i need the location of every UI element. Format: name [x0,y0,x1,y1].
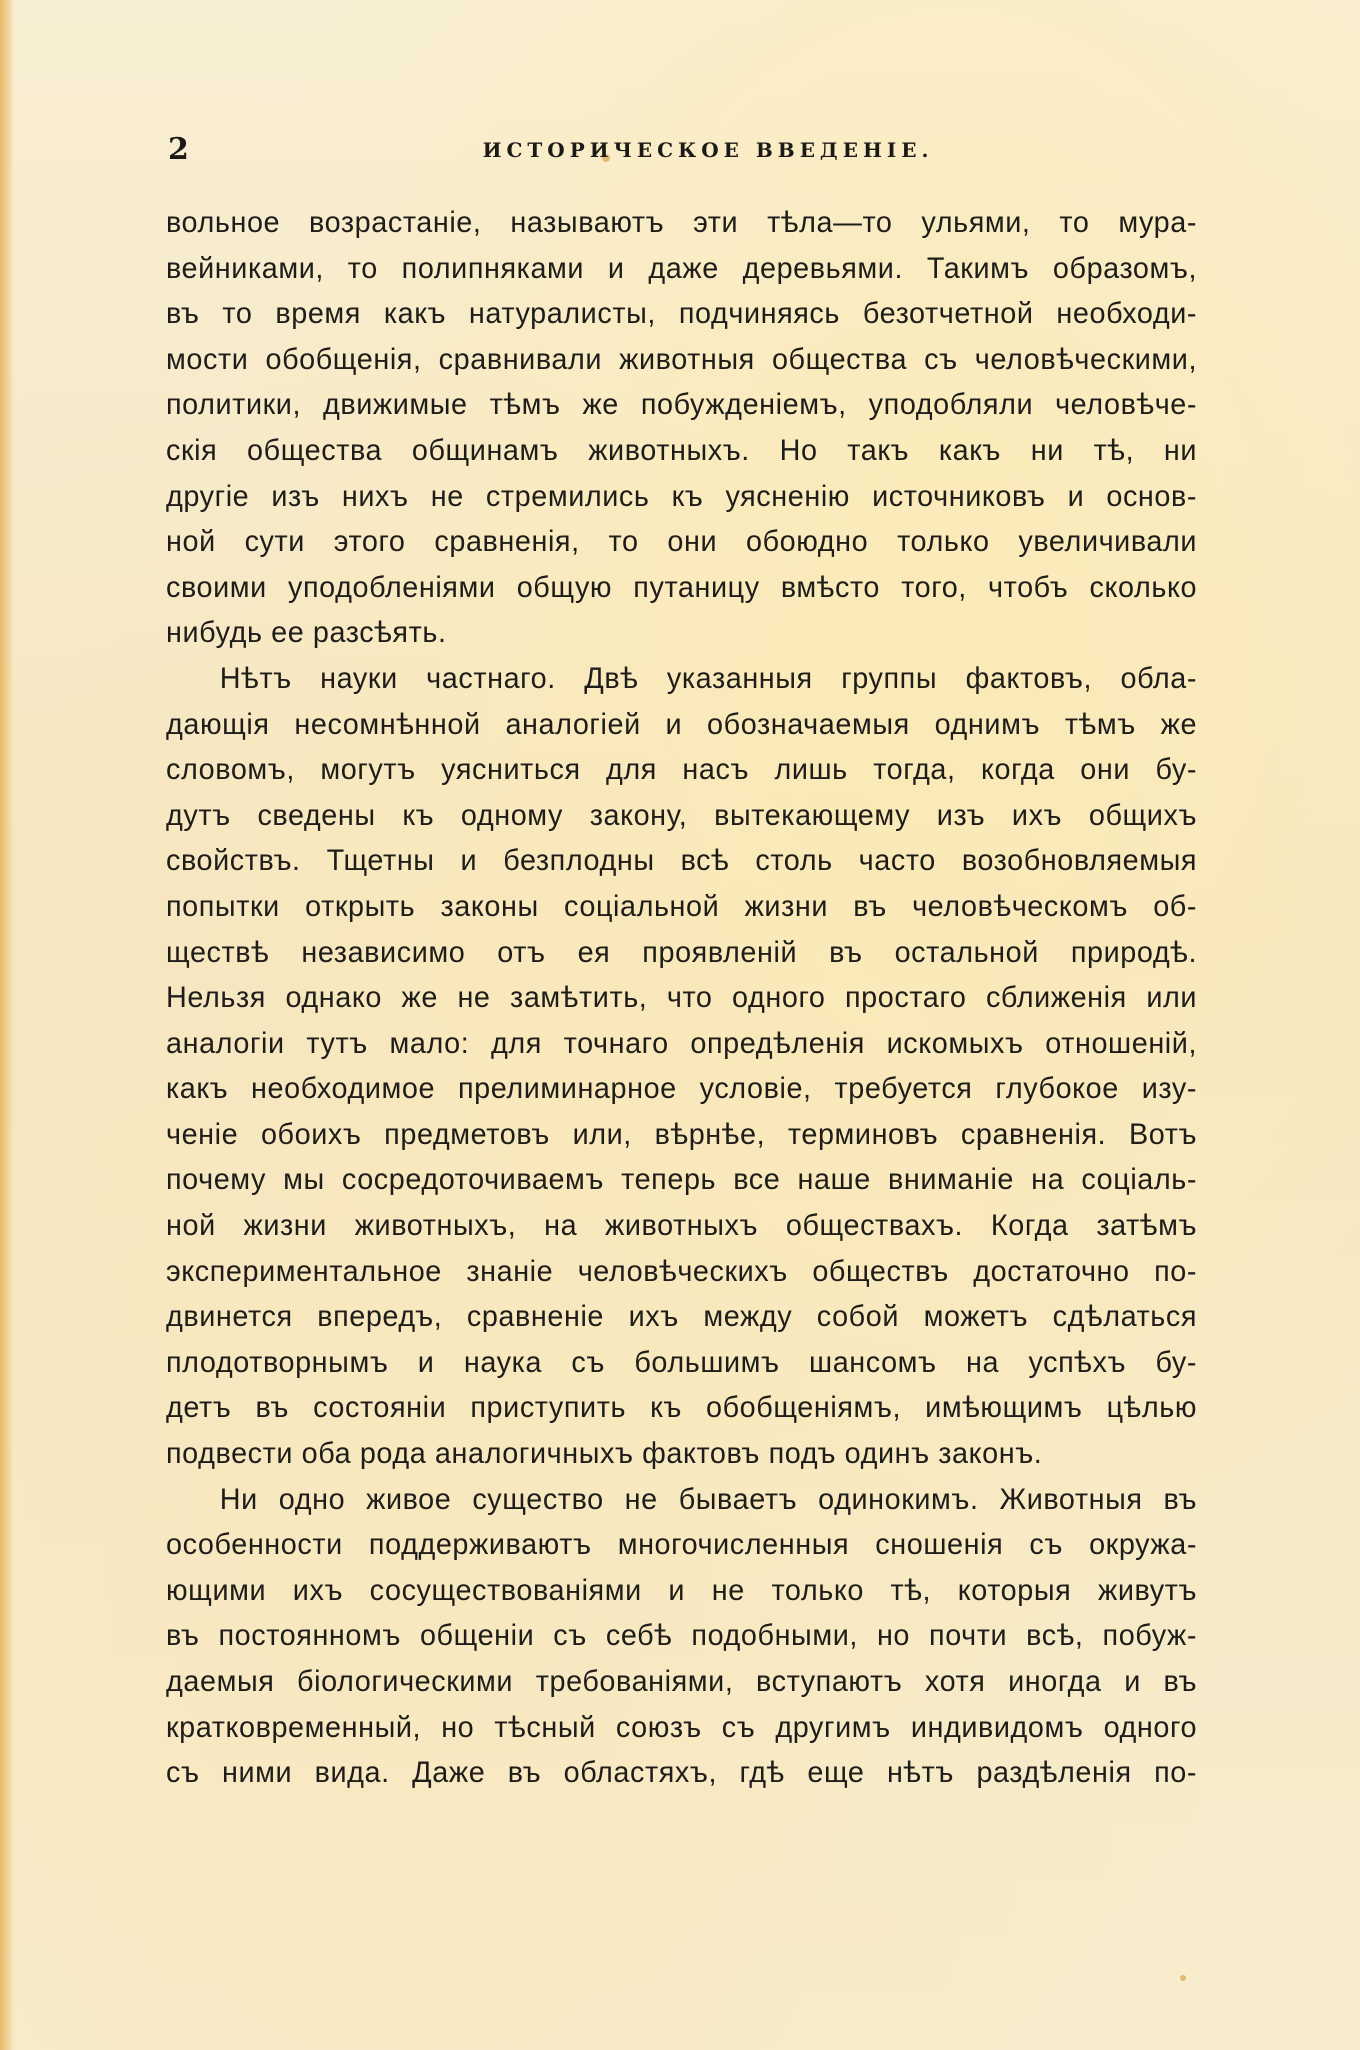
text-line: своими уподобленіями общую путаницу вмѣсто того, чтобъ сколько [166,570,1198,604]
paragraph-2 [166,656,1197,1477]
text-line: ной жизни животныхъ, на животныхъ обществахъ. Когда затѣмъ [166,1209,1198,1243]
text-line: детъ въ состояніи приступить къ обобщеніямъ, имѣющимъ цѣлью [166,1391,1198,1425]
text-line: дающія несомнѣнной аналогіей и обозначаемыя однимъ тѣмъ же [166,707,1198,741]
text-line: Нельзя однако же не замѣтить, что одного простаго сближенія или [166,981,1198,1015]
text-line: съ ними вида. Даже въ областяхъ, гдѣ еще нѣтъ раздѣленія по- [166,1756,1198,1790]
page-number: 2 [168,132,189,167]
page-header [168,132,1248,182]
page-edge-stain [0,0,14,2050]
paper-speck [1180,1975,1186,1981]
text-line: политики, движимые тѣмъ же побужденіемъ, уподобляли человѣче- [166,388,1198,422]
text-line: ществѣ независимо отъ ея проявленій въ остальной природѣ. [166,935,1198,969]
text-line: Нѣтъ науки частнаго. Двѣ указанныя группы фактовъ, обла- [219,661,1198,695]
paragraph-1 [166,200,1197,656]
text-line: въ постоянномъ общеніи съ себѣ подобными, но почти всѣ, побуж- [166,1619,1198,1653]
text-line: свойствъ. Тщетны и безплодны всѣ столь часто возобновляемыя [166,844,1198,878]
text-line: другіе изъ нихъ не стремились къ уясненію источниковъ и основ- [166,479,1198,513]
text-line: даемыя біологическими требованіями, вступаютъ хотя иногда и въ [166,1665,1198,1698]
text-line: экспериментальное знаніе человѣческихъ обществъ достаточно по- [166,1254,1198,1288]
paragraph-3 [166,1477,1197,1796]
text-line: вольное возрастаніе, называютъ эти тѣла—то ульями, то мура- [166,206,1198,239]
text-line: ющими ихъ сосуществованіями и не только тѣ, которыя живутъ [166,1573,1198,1607]
text-line: плодотворнымъ и наука съ большимъ шансомъ на успѣхъ бу- [166,1345,1198,1379]
text-line: какъ необходимое прелиминарное условіе, требуется глубокое изу- [166,1072,1198,1106]
text-line: въ то время какъ натуралисты, подчиняясь безотчетной необходи- [166,297,1198,331]
text-line: вейниками, то полипняками и даже деревьями. Такимъ образомъ, [166,251,1198,285]
text-line: мости обобщенія, сравнивали животныя общества съ человѣческими, [166,342,1198,376]
text-line: нибудь ее разсѣять. [166,616,447,650]
text-line: особенности поддерживаютъ многочисленныя сношенія съ окружа- [166,1528,1198,1562]
text-line: аналогіи тутъ мало: для точнаго опредѣленія искомыхъ отношеній, [166,1026,1198,1060]
text-line: почему мы сосредоточиваемъ теперь все наше вниманіе на соціаль- [166,1163,1198,1197]
text-line: подвести оба рода аналогичныхъ фактовъ подъ одинъ законъ. [166,1437,1043,1471]
text-line: ченіе обоихъ предметовъ или, вѣрнѣе, терминовъ сравненія. Вотъ [166,1117,1198,1151]
running-head: ИСТОРИЧЕСКОЕ ВВЕДЕНІЕ. [482,138,934,162]
text-line: ной сути этого сравненія, то они обоюдно только увеличивали [166,525,1198,559]
text-line: дутъ сведены къ одному закону, вытекающему изъ ихъ общихъ [166,798,1198,832]
text-line: скія общества общинамъ животныхъ. Но такъ какъ ни тѣ, ни [166,433,1198,467]
text-line: словомъ, могутъ уясниться для насъ лишь тогда, когда они бу- [166,753,1198,787]
text-line: двинется впередъ, сравненіе ихъ между собой можетъ сдѣлаться [166,1300,1198,1334]
text-line: попытки открыть законы соціальной жизни въ человѣческомъ об- [166,889,1198,923]
text-line: Ни одно живое существо не бываетъ одинокимъ. Животныя въ [219,1482,1198,1516]
body-text [166,200,1197,1796]
text-line: кратковременный, но тѣсный союзъ съ другимъ индивидомъ одного [166,1710,1198,1744]
